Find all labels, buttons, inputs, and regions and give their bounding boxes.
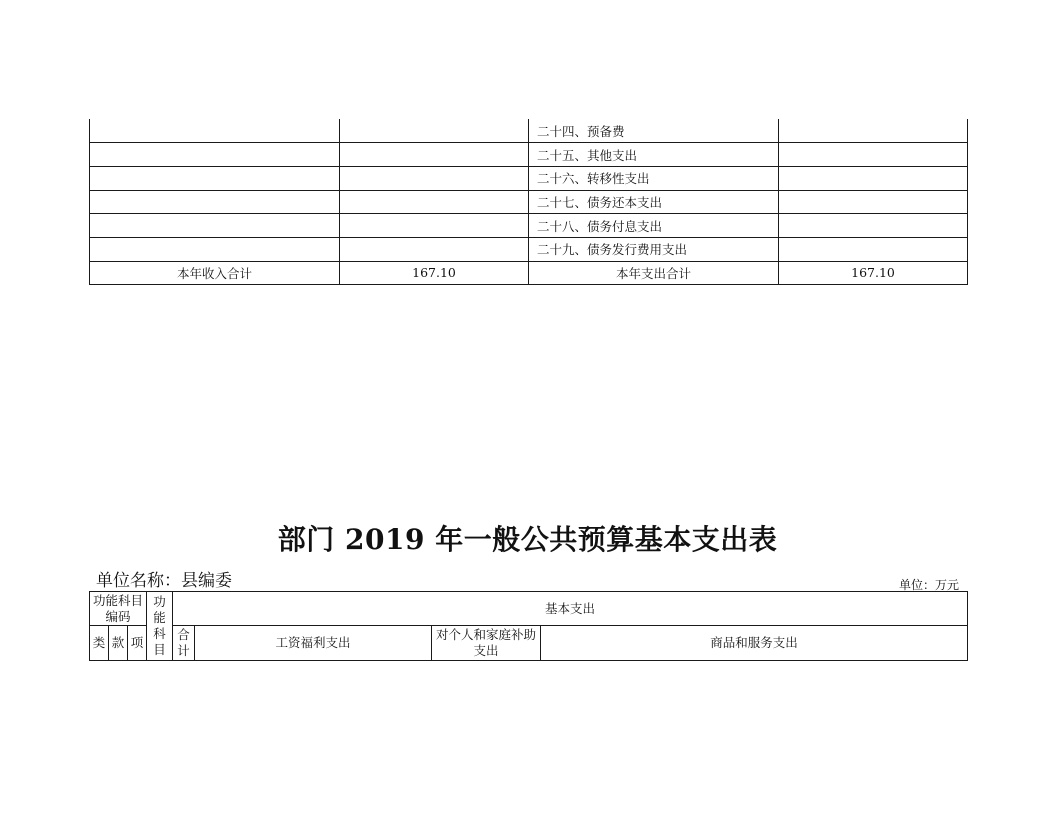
salary-column-header: 工资福利支出 bbox=[195, 626, 432, 661]
income-amount-cell bbox=[340, 166, 529, 190]
expense-item-cell: 二十九、债务发行费用支出 bbox=[529, 237, 779, 261]
expense-amount-cell bbox=[779, 214, 968, 238]
unit-label: 单位：万元 bbox=[898, 578, 959, 592]
table-row bbox=[90, 119, 968, 143]
income-expense-summary-table bbox=[89, 119, 968, 285]
income-item-cell bbox=[90, 214, 340, 238]
table-row bbox=[90, 166, 968, 190]
income-item-cell bbox=[90, 166, 340, 190]
income-total-label: 本年收入合计 bbox=[90, 261, 340, 285]
function-subject-header: 功能科目 bbox=[147, 592, 173, 661]
table-row bbox=[90, 214, 968, 238]
expense-total-label: 本年支出合计 bbox=[529, 261, 779, 285]
expense-amount-cell bbox=[779, 190, 968, 214]
expense-item-cell: 二十七、债务还本支出 bbox=[529, 190, 779, 214]
income-amount-cell bbox=[340, 190, 529, 214]
table-row bbox=[90, 143, 968, 167]
expense-item-cell: 二十六、转移性支出 bbox=[529, 166, 779, 190]
expense-item-cell: 二十八、债务付息支出 bbox=[529, 214, 779, 238]
basic-expense-table bbox=[89, 591, 968, 661]
table-header-row bbox=[90, 592, 968, 626]
income-amount-cell bbox=[340, 143, 529, 167]
expense-amount-cell bbox=[779, 119, 968, 143]
page-title: 部门 2019 年一般公共预算基本支出表 bbox=[277, 523, 778, 556]
income-item-cell bbox=[90, 119, 340, 143]
income-amount-cell bbox=[340, 119, 529, 143]
expense-item-cell: 二十五、其他支出 bbox=[529, 143, 779, 167]
personal-subsidy-column-header: 对个人和家庭补助支出 bbox=[432, 626, 541, 661]
section-column-header: 款 bbox=[109, 626, 128, 661]
total-column-header: 合计 bbox=[173, 626, 195, 661]
table-row bbox=[90, 190, 968, 214]
income-amount-cell bbox=[340, 214, 529, 238]
income-item-cell bbox=[90, 190, 340, 214]
expense-amount-cell bbox=[779, 166, 968, 190]
expense-item-cell: 二十四、预备费 bbox=[529, 119, 779, 143]
expense-amount-cell bbox=[779, 237, 968, 261]
expense-total-value: 167.10 bbox=[779, 261, 968, 285]
goods-services-column-header: 商品和服务支出 bbox=[541, 626, 968, 661]
income-amount-cell bbox=[340, 237, 529, 261]
income-item-cell bbox=[90, 237, 340, 261]
class-column-header: 类 bbox=[90, 626, 109, 661]
table-row bbox=[90, 237, 968, 261]
income-total-value: 167.10 bbox=[340, 261, 529, 285]
table-subheader-row bbox=[90, 626, 968, 661]
basic-expense-header: 基本支出 bbox=[173, 592, 968, 626]
item-column-header: 项 bbox=[128, 626, 147, 661]
total-row bbox=[90, 261, 968, 285]
function-code-header: 功能科目编码 bbox=[90, 592, 147, 626]
expense-amount-cell bbox=[779, 143, 968, 167]
income-item-cell bbox=[90, 143, 340, 167]
unit-name: 单位名称：县编委 bbox=[96, 571, 232, 591]
